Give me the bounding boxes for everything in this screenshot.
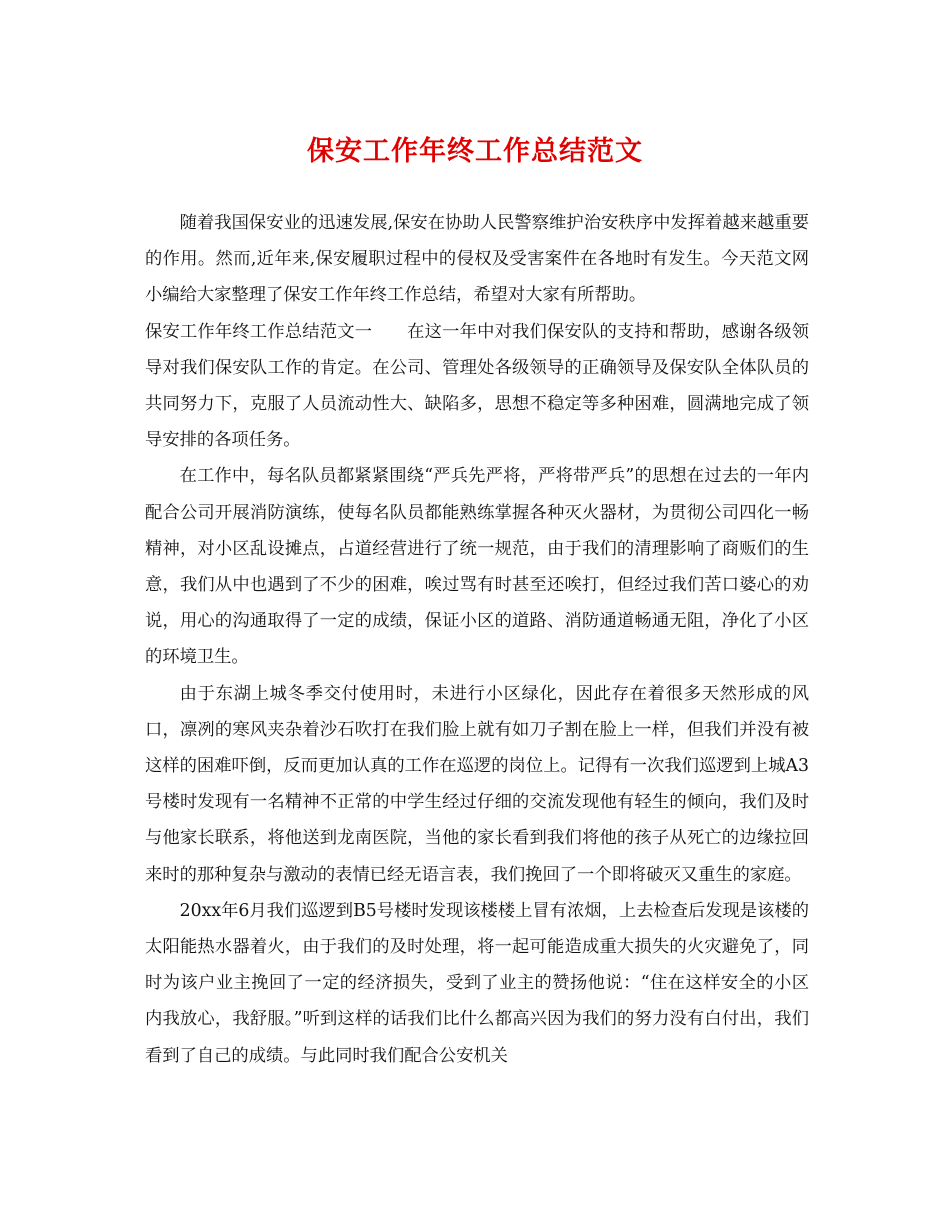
paragraph-fire-incident: 20xx年6月我们巡逻到B5号楼时发现该楼楼上冒有浓烟，上去检查后发现是该楼的太阳能热水器着火，由于我们的及时处理，将一起可能造成重大损失的火灾避免了，同时为该户业主挽回了一定的经济损失，受到了业主的赞扬他说：“住在这样安全的小区内我放心，我舒服。”听到这样的话我们比什么都高兴因为我们的努力没有白付出，我们看到了自己的成绩。与此同时我们配合公安机关	[145, 900, 809, 1066]
paragraph-winter-patrol: 由于东湖上城冬季交付使用时，未进行小区绿化，因此存在着很多天然形成的风口，凛冽的寒风夹杂着沙石吹打在我们脸上就有如刀子割在脸上一样，但我们并没有被这样的困难吓倒，反而更加认真的工作在巡逻的岗位上。记得有一次我们巡逻到上城A3号楼时发现有一名精神不正常的中学生经过仔细的交流发现他有轻生的倾向，我们及时与他家长联系，将他送到龙南医院，当他的家长看到我们将他的孩子从死亡的边缘拉回来时的那种复杂与激动的表情已经无语言表，我们挽回了一个即将破灭又重生的家庭。	[145, 683, 809, 885]
paragraph-work: 在工作中，每名队员都紧紧围绕“严兵先严将，严将带严兵”的思想在过去的一年内配合公司开展消防演练，使每名队员都能熟练掌握各种灭火器材，为贯彻公司四化一畅精神，对小区乱设摊点，占道经营进行了统一规范，由于我们的清理影响了商贩们的生意，我们从中也遇到了不少的困难，唉过骂有时甚至还唉打，但经过我们苦口婆心的劝说，用心的沟通取得了一定的成绩，保证小区的道路、消防通道畅通无阻，净化了小区的环境卫生。	[145, 466, 809, 668]
document-title: 保安工作年终工作总结范文	[307, 136, 643, 167]
paragraph-intro: 随着我国保安业的迅速发展,保安在协助人民警察维护治安秩序中发挥着越来越重要的作用。然而,近年来,保安履职过程中的侵权及受害案件在各地时有发生。今天范文网小编给大家整理了保安工作年终工作总结，希望对大家有所帮助。	[145, 213, 809, 306]
document-body	[145, 205, 809, 1074]
paragraph-sample-one: 保安工作年终工作总结范文一 在这一年中对我们保安队的支持和帮助，感谢各级领导对我们保安队工作的肯定。在公司、管理处各级领导的正确领导及保安队全体队员的共同努力下，克服了人员流动性大、缺陷多，思想不稳定等多种困难，圆满地完成了领导安排的各项任务。	[145, 321, 809, 451]
